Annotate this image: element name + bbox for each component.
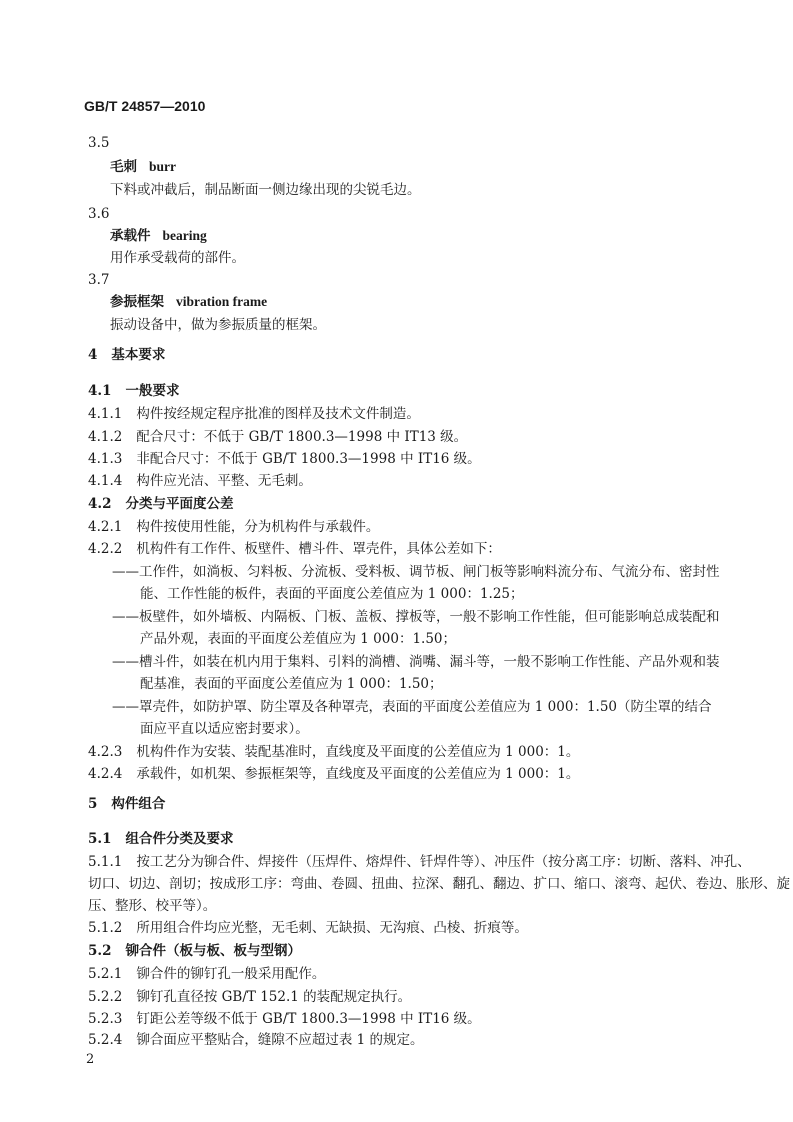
clause-3-6-number: 3.6 [88, 206, 110, 222]
clause-5-1-1-line-1 [88, 852, 751, 872]
clause-4-2-3 [88, 742, 579, 762]
clause-4-2-4 [88, 764, 579, 784]
clause-number: 4.2.3 [88, 744, 123, 760]
clause-number: 4.2.1 [88, 519, 123, 535]
clause-text: 承载件，如机架、参振框架等，直线度及平面度的公差值应为 1 000：1。 [136, 766, 580, 782]
clause-3-5-number: 3.5 [88, 135, 110, 151]
clause-number: 4.2.2 [88, 541, 123, 557]
clause-number: 5.1.1 [88, 854, 123, 870]
clause-text: 铆合件的铆钉孔一般采用配作。 [136, 966, 326, 982]
clause-number: 5.2.1 [88, 966, 123, 982]
section-title: 组合件分类及要求 [125, 831, 234, 847]
section-5-2-heading [88, 941, 301, 961]
section-4-heading [88, 345, 165, 365]
clause-3-6-term [110, 226, 207, 246]
clause-number: 4.1.3 [88, 451, 123, 467]
clause-5-1-2 [88, 918, 528, 938]
section-title: 分类与平面度公差 [125, 496, 234, 512]
section-number: 4.1 [88, 383, 112, 399]
clause-5-1-1-line-3: 压、整形、校平等）。 [88, 898, 217, 914]
list-item-3-line-1: ——槽斗件，如装在机内用于集料、引料的淌槽、淌嘴、漏斗等，一般不影响工作性能、产品外观和装 [112, 654, 720, 670]
clause-5-2-1 [88, 964, 325, 984]
clause-number: 4.1.4 [88, 473, 123, 489]
section-4-1-heading [88, 381, 180, 401]
clause-text: 钉距公差等级不低于 GB/T 1800.3—1998 中 IT16 级。 [136, 1011, 481, 1027]
clause-number: 4.2.4 [88, 766, 123, 782]
clause-number: 5.2.2 [88, 989, 123, 1005]
clause-3-6-definition: 用作承受载荷的部件。 [110, 250, 245, 266]
clause-4-2-1 [88, 517, 379, 537]
clause-3-7-definition: 振动设备中，做为参振质量的框架。 [110, 317, 326, 333]
section-5-heading [88, 794, 165, 814]
clause-text: 按工艺分为铆合件、焊接件（压焊件、熔焊件、钎焊件等）、冲压件（按分离工序：切断、落料、冲孔、 [136, 854, 751, 870]
clause-3-7-term [110, 292, 267, 312]
clause-text: 铆钉孔直径按 GB/T 152.1 的装配规定执行。 [136, 989, 412, 1005]
section-number: 5 [88, 796, 98, 812]
clause-3-5-definition: 下料或冲截后，制品断面一侧边缘出现的尖锐毛边。 [110, 182, 421, 198]
section-5-1-heading [88, 829, 234, 849]
clause-text: 所用组合件均应光整，无毛刺、无缺损、无沟痕、凸棱、折痕等。 [136, 920, 528, 936]
term-en: burr [149, 159, 176, 174]
list-item-2-line-2: 产品外观，表面的平面度公差值应为 1 000：1.50； [140, 631, 456, 647]
clause-number: 4.1.1 [88, 406, 123, 422]
clause-text: 构件应光洁、平整、无毛刺。 [136, 473, 312, 489]
section-title: 一般要求 [125, 383, 180, 399]
clause-4-1-2 [88, 427, 467, 447]
clause-number: 5.2.3 [88, 1011, 123, 1027]
clause-3-7-number: 3.7 [88, 272, 110, 288]
term-en: vibration frame [176, 294, 268, 309]
standard-number: GB/T 24857—2010 [84, 98, 206, 114]
term-cn: 毛刺 [110, 159, 137, 175]
clause-text: 铆合面应平整贴合，缝隙不应超过表 1 的规定。 [136, 1032, 424, 1048]
page-number: 2 [86, 1052, 95, 1067]
section-number: 4.2 [88, 496, 112, 512]
clause-4-1-1 [88, 404, 420, 424]
clause-text: 构件按经规定程序批准的图样及技术文件制造。 [136, 406, 420, 422]
section-number: 4 [88, 347, 98, 363]
clause-5-2-4 [88, 1030, 424, 1050]
list-item-4-line-2: 面应平直以适应密封要求）。 [140, 721, 309, 737]
clause-5-2-3 [88, 1009, 481, 1029]
clause-number: 5.2.4 [88, 1032, 123, 1048]
list-item-3-line-2: 配基准，表面的平面度公差值应为 1 000：1.50； [140, 676, 443, 692]
term-cn: 参振框架 [110, 294, 164, 310]
clause-number: 4.1.2 [88, 429, 123, 445]
clause-text: 机构件有工作件、板壁件、槽斗件、罩壳件，具体公差如下： [136, 541, 501, 557]
list-item-1-line-2: 能、工作性能的板件，表面的平面度公差值应为 1 000：1.25； [140, 586, 524, 602]
clause-4-1-4 [88, 471, 312, 491]
list-item-1-line-1: ——工作件，如淌板、匀料板、分流板、受料板、调节板、闸门板等影响料流分布、气流分布、密封性 [112, 564, 720, 580]
term-en: bearing [162, 228, 207, 243]
list-item-4-line-1: ——罩壳件，如防护罩、防尘罩及各种罩壳，表面的平面度公差值应为 1 000：1.50（防尘罩的结合 [112, 699, 712, 715]
clause-4-2-2 [88, 539, 501, 559]
clause-text: 配合尺寸：不低于 GB/T 1800.3—1998 中 IT13 级。 [136, 429, 468, 445]
clause-5-2-2 [88, 987, 411, 1007]
section-4-2-heading [88, 494, 234, 514]
clause-text: 非配合尺寸：不低于 GB/T 1800.3—1998 中 IT16 级。 [136, 451, 481, 467]
section-title: 基本要求 [111, 347, 166, 363]
clause-text: 机构件作为安装、装配基准时，直线度及平面度的公差值应为 1 000：1。 [136, 744, 580, 760]
clause-3-5-term [110, 157, 176, 177]
section-number: 5.1 [88, 831, 112, 847]
term-cn: 承载件 [110, 228, 151, 244]
section-number: 5.2 [88, 943, 112, 959]
section-title: 构件组合 [111, 796, 166, 812]
clause-number: 5.1.2 [88, 920, 123, 936]
clause-text: 构件按使用性能，分为机构件与承载件。 [136, 519, 380, 535]
section-title: 铆合件（板与板、板与型钢） [125, 943, 301, 959]
clause-5-1-1-line-2: 切口、切边、剖切；按成形工序：弯曲、卷圆、扭曲、拉深、翻孔、翻边、扩口、缩口、滚弯、起伏、卷边、胀形、旋 [88, 876, 790, 892]
clause-4-1-3 [88, 449, 481, 469]
list-item-2-line-1: ——板壁件，如外墙板、内隔板、门板、盖板、撑板等，一般不影响工作性能，但可能影响总成装配和 [112, 609, 720, 625]
